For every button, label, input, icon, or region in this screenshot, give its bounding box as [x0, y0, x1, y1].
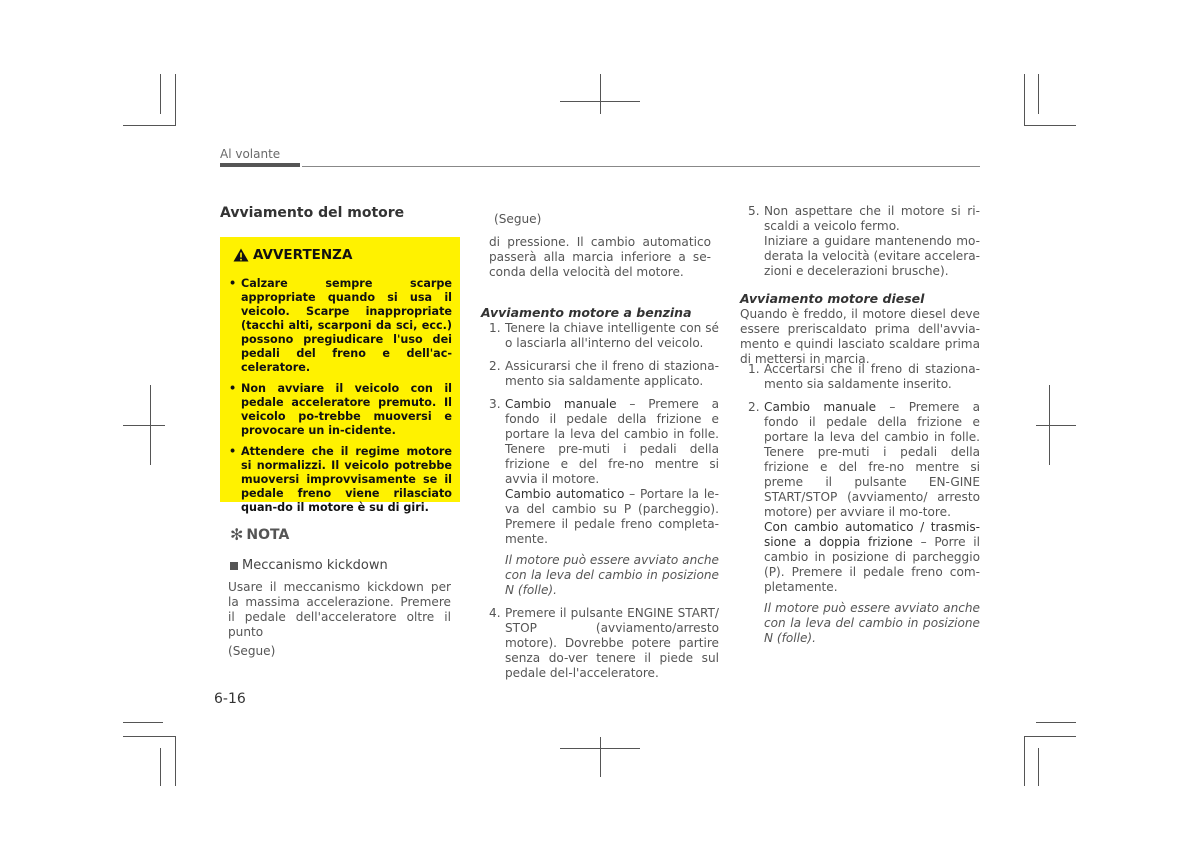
step-text [505, 397, 719, 487]
warning-item: • Calzare sempre scarpe appropriate quando si usa il veicolo. Scarpe inappropriate (tacchi alti, scarponi da sci, ecc.) possono pregiudicare l'uso dei pedali del freno e dell'ac-celeratore. [228, 277, 452, 375]
step-note: Il motore può essere avviato anche con la leva del cambio in posizione N (folle). [764, 601, 980, 645]
list-item [748, 400, 980, 646]
step-number: 3. [489, 397, 501, 411]
nota-subhead [230, 558, 388, 573]
list-item [748, 204, 980, 279]
step-note: Il motore può essere avviato anche con la leva del cambio in posizione N (folle). [505, 553, 719, 597]
list-item [489, 606, 719, 681]
segue-label: (Segue) [494, 212, 542, 226]
subsection-title-petrol: Avviamento motore a benzina [481, 305, 692, 320]
step-text-part: – Premere a fondo il pedale della frizione e portare la leva del cambio in folle. Tenere pre-muti i pedali della frizione e del fre-no mentre si avvia il motore. [505, 397, 719, 486]
warning-item: • Attendere che il regime motore si normalizzi. Il veicolo potrebbe muoversi improvvisamente se il pedale freno viene rilasciato quan-do il motore è su di giri. [228, 445, 452, 515]
warning-list [228, 277, 452, 515]
header-rule [302, 166, 980, 167]
step-text-part: – Premere a fondo il pedale della frizione e portare la leva del cambio in folle. Tenere pre-muti i pedali della frizione e del fre-no mentre si preme il pulsante EN-GINE START/STOP (avviamento/ arresto motore) per avviare il mo-tore. [764, 400, 980, 519]
diesel-steps [748, 362, 980, 654]
step-label: Cambio manuale [764, 400, 877, 414]
page-number: 6-16 [214, 691, 246, 707]
step-text-part: – Portare la le-va del cambio su P (parcheggio). Premere il pedale freno completa-mente. [505, 487, 719, 546]
segue-label: (Segue) [228, 644, 276, 658]
step-text: Accertarsi che il freno di staziona-mento sia saldamente inserito. [764, 362, 980, 391]
list-item [748, 362, 980, 392]
petrol-steps [489, 321, 719, 689]
warning-box [220, 237, 460, 514]
header-bar [220, 163, 300, 167]
step-text [505, 487, 719, 547]
section-title: Avviamento del motore [220, 205, 405, 221]
diesel-intro: Quando è freddo, il motore diesel deve essere preriscaldato prima dell'avvia-mento e quindi lasciato scaldare prima di mettersi in marcia. [740, 307, 980, 366]
running-header: Al volante [220, 147, 281, 161]
step-label: Cambio manuale [505, 397, 617, 411]
step-label: Cambio automatico [505, 487, 625, 501]
continuation-paragraph: di pressione. Il cambio automatico passerà alla marcia inferiore a se-conda della velocità del motore. [489, 235, 711, 279]
warning-item: • Non avviare il veicolo con il pedale acceleratore premuto. Il veicolo po-trebbe muoversi e provocare un in-cidente. [228, 382, 452, 438]
step-number: 2. [489, 359, 501, 373]
square-bullet-icon [230, 562, 238, 570]
nota-title [230, 525, 289, 544]
step-label: Con cambio automatico / trasmis-sione a doppia frizione [764, 520, 980, 549]
step-number: 1. [748, 362, 760, 376]
step-number: 2. [748, 400, 760, 414]
warning-triangle-icon [233, 248, 249, 262]
step-number: 5. [748, 204, 760, 218]
step-text-part: – Porre il cambio in posizione di parcheggio (P). Premere il pedale freno com-pletamente. [764, 535, 980, 594]
step-text: Tenere la chiave intelligente con sé o lasciarla all'interno del veicolo. [505, 321, 719, 350]
nota-subhead-text: Meccanismo kickdown [242, 558, 388, 573]
nota-title-text: NOTA [246, 526, 290, 543]
subsection-title-diesel: Avviamento motore diesel [740, 291, 925, 306]
step-text: Non aspettare che il motore si ri-scaldi a veicolo fermo. [764, 204, 980, 233]
nota-paragraph: Usare il meccanismo kickdown per la massima accelerazione. Premere il pedale dell'acceleratore oltre il punto [228, 580, 451, 639]
list-item [489, 397, 719, 598]
asterisk-icon: ✻ [230, 525, 244, 544]
step-number: 4. [489, 606, 501, 620]
step-five [748, 204, 980, 287]
step-number: 1. [489, 321, 501, 335]
step-text [764, 520, 980, 595]
step-text: Premere il pulsante ENGINE START/ STOP (avviamento/arresto motore). Dovrebbe potere partire senza do-ver tenere il piede sul pedale del-l'acceleratore. [505, 606, 719, 680]
step-text: Assicurarsi che il freno di staziona-mento sia saldamente applicato. [505, 359, 719, 388]
list-item [489, 359, 719, 389]
nota-text [228, 580, 451, 659]
list-item [489, 321, 719, 351]
step-text [764, 400, 980, 520]
warning-title-text: AVVERTENZA [253, 247, 353, 263]
warning-title [233, 247, 452, 263]
step-text: Iniziare a guidare mantenendo mo-derata la velocità (evitare accelera-zioni e decelerazioni brusche). [764, 234, 980, 278]
